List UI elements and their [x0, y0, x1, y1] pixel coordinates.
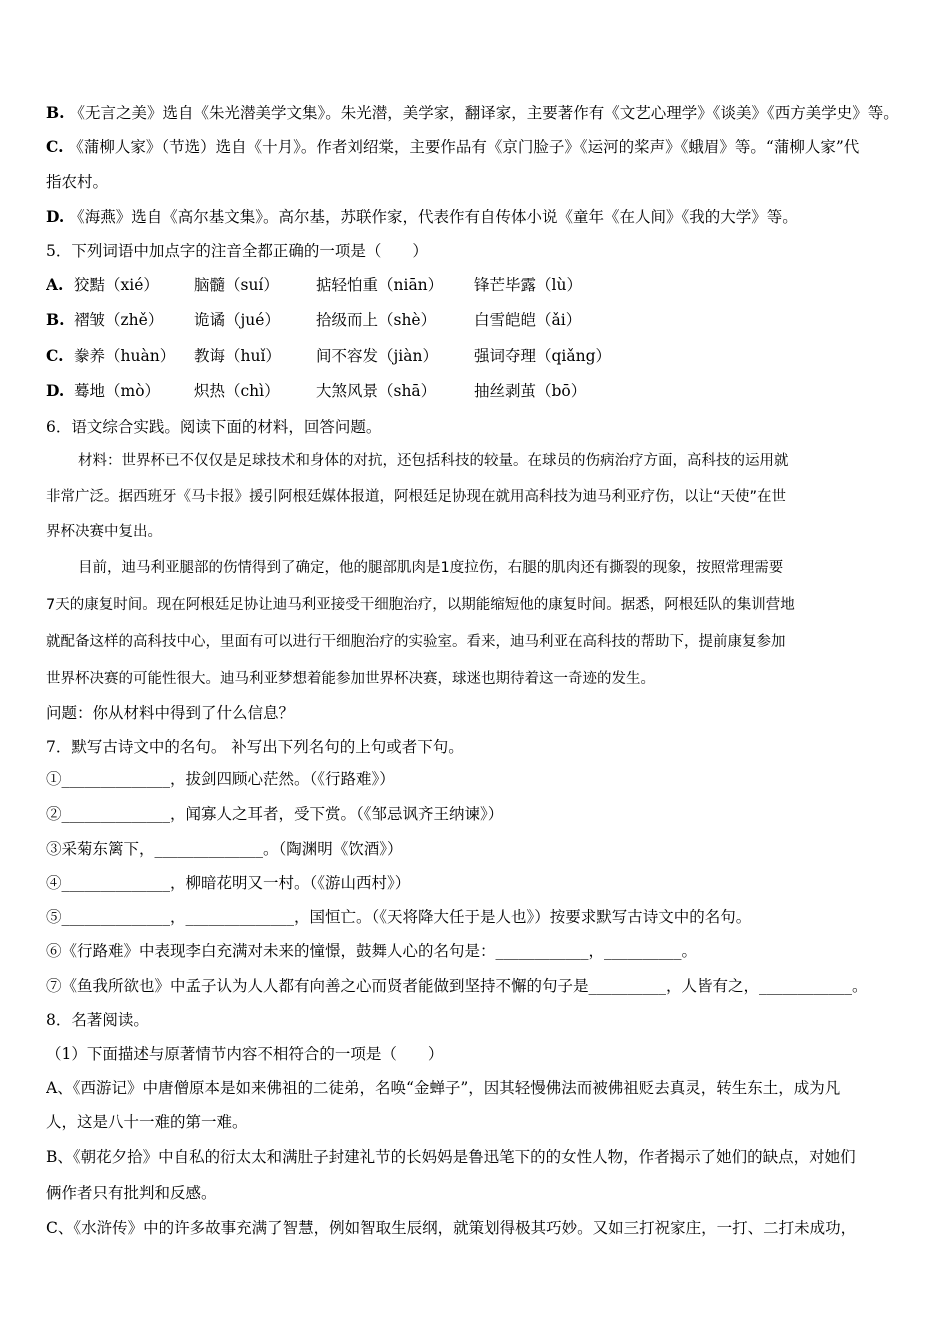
q6-stem: 6．语文综合实践。阅读下面的材料，回答问题。: [46, 418, 382, 436]
option-label: C.: [46, 137, 64, 156]
option-label: D.: [46, 381, 65, 400]
option-label: B.: [46, 103, 65, 122]
q5-stem: 5．下列词语中加点字的注音全都正确的一项是（ ）: [46, 242, 428, 260]
option-word-4: 抽丝剥茧（bō）: [474, 382, 587, 400]
q6-material-line: 界杯决赛中复出。: [46, 524, 162, 540]
q7-item: ⑦《鱼我所欲也》中孟子认为人人都有向善之心而贤者能做到坚持不懈的句子是__________，人皆有之，____________。: [46, 977, 868, 995]
option-label: C.: [46, 346, 64, 365]
option-word-4: 强词夺理（qiǎng）: [474, 347, 612, 365]
option-word-1: 蓦地（mò）: [74, 382, 161, 400]
q6-material-line: 目前，迪马利亚腿部的伤情得到了确定，他的腿部肌肉是1度拉伤，右腿的肌肉还有撕裂的现象，按照常理需要: [78, 560, 784, 576]
q5-option-b: [46, 309, 914, 331]
option-word-4: 白雪皑皑（ǎi）: [474, 311, 582, 329]
q7-item: ②______________，闻寡人之耳者，受下赏。（《邹忌讽齐王纳谏》）: [46, 805, 504, 823]
option-word-2: 教诲（huǐ）: [194, 347, 281, 365]
q7-item: ⑥《行路难》中表现李白充满对未来的憧憬，鼓舞人心的名句是：____________，__________。: [46, 942, 698, 960]
q8-option-line: 俩作者只有批判和反感。: [46, 1184, 217, 1202]
option-word-2: 脑髓（suí）: [194, 276, 279, 294]
q6-question: 问题：你从材料中得到了什么信息？: [46, 704, 295, 722]
option-word-2: 炽热（chì）: [194, 382, 280, 400]
q8-subquestion: （1）下面描述与原著情节内容不相符合的一项是（ ）: [46, 1045, 444, 1063]
q8-stem: 8．名著阅读。: [46, 1011, 149, 1029]
q5-option-a: [46, 274, 914, 296]
q8-option-line: 人，这是八十一难的第一难。: [46, 1113, 248, 1131]
q8-option-line: B、《朝花夕拾》中自私的衍太太和满肚子封建礼节的长妈妈是鲁迅笔下的的女性人物，作者揭示了她们的缺点，对她们: [46, 1148, 856, 1166]
q4-option-d: [46, 206, 914, 228]
option-word-4: 锋芒毕露（lù）: [474, 276, 582, 294]
q7-item: ①______________，拔剑四顾心茫然。（《行路难》）: [46, 770, 395, 788]
q6-material-line: 就配备这样的高科技中心，里面有可以进行干细胞治疗的实验室。看来，迪马利亚在高科技的帮助下，提前康复参加: [46, 634, 786, 650]
option-text: 《海燕》选自《高尔基文集》。高尔基，苏联作家，代表作有自传体小说《童年《在人间》《我的大学》等。: [69, 208, 798, 226]
option-word-3: 掂轻怕重（niān）: [316, 276, 444, 294]
q4-option-c: [46, 136, 914, 158]
q7-item: ④______________，柳暗花明又一村。（《游山西村》）: [46, 874, 411, 892]
option-label: D.: [46, 207, 65, 226]
q4-option-b: [46, 102, 914, 124]
option-text: 《蒲柳人家》（节选）选自《十月》。作者刘绍棠，主要作品有《京门脸子》《运河的桨声》《蛾眉》等。“蒲柳人家”代: [68, 138, 860, 156]
option-label: B.: [46, 310, 65, 329]
option-word-2: 诡谲（jué）: [194, 311, 280, 329]
q8-option-line: C、《水浒传》中的许多故事充满了智慧，例如智取生辰纲，就策划得极其巧妙。又如三打祝家庄，一打、二打未成功，: [46, 1219, 857, 1237]
option-word-1: 狡黠（xié）: [74, 276, 159, 294]
q8-option-line: A、《西游记》中唐僧原本是如来佛祖的二徒弟，名唤“金蝉子”，因其轻慢佛法而被佛祖贬去真灵，转生东土，成为凡: [46, 1079, 841, 1097]
option-word-1: 豢养（huàn）: [74, 347, 176, 365]
q6-material-line: 材料：世界杯已不仅仅是足球技术和身体的对抗，还包括科技的较量。在球员的伤病治疗方面，高科技的运用就: [78, 453, 789, 469]
option-word-1: 褶皱（zhě）: [74, 311, 164, 329]
q4-option-c-continued: 指农村。: [46, 173, 109, 191]
q7-item: ③采菊东篱下，______________。（陶渊明《饮酒》）: [46, 840, 403, 858]
option-word-3: 间不容发（jiàn）: [316, 347, 438, 365]
q6-material-line: 世界杯决赛的可能性很大。迪马利亚梦想着能参加世界杯决赛，球迷也期待着这一奇迹的发生。: [46, 671, 655, 687]
q7-item: ⑤______________，______________，国恒亡。（《天将降大任于是人也》）按要求默写古诗文中的名句。: [46, 908, 752, 926]
q6-material-line: 非常广泛。据西班牙《马卡报》援引阿根廷媒体报道，阿根廷足协现在就用高科技为迪马利亚疗伤，以让“天使”在世: [46, 489, 787, 505]
option-label: A.: [46, 275, 64, 294]
q7-stem: 7．默写古诗文中的名句。 补写出下列名句的上句或者下句。: [46, 738, 464, 756]
q5-option-d: [46, 380, 914, 402]
q5-option-c: [46, 345, 914, 367]
option-word-3: 大煞风景（shā）: [316, 382, 437, 400]
option-word-3: 拾级而上（shè）: [316, 311, 437, 329]
option-text: 《无言之美》选自《朱光潜美学文集》。朱光潜，美学家，翻译家，主要著作有《文艺心理学》《谈美》《西方美学史》等。: [69, 104, 899, 122]
q6-material-line: 7天的康复时间。现在阿根廷足协让迪马利亚接受干细胞治疗，以期能缩短他的康复时间。据悉，阿根廷队的集训营地: [46, 597, 795, 613]
